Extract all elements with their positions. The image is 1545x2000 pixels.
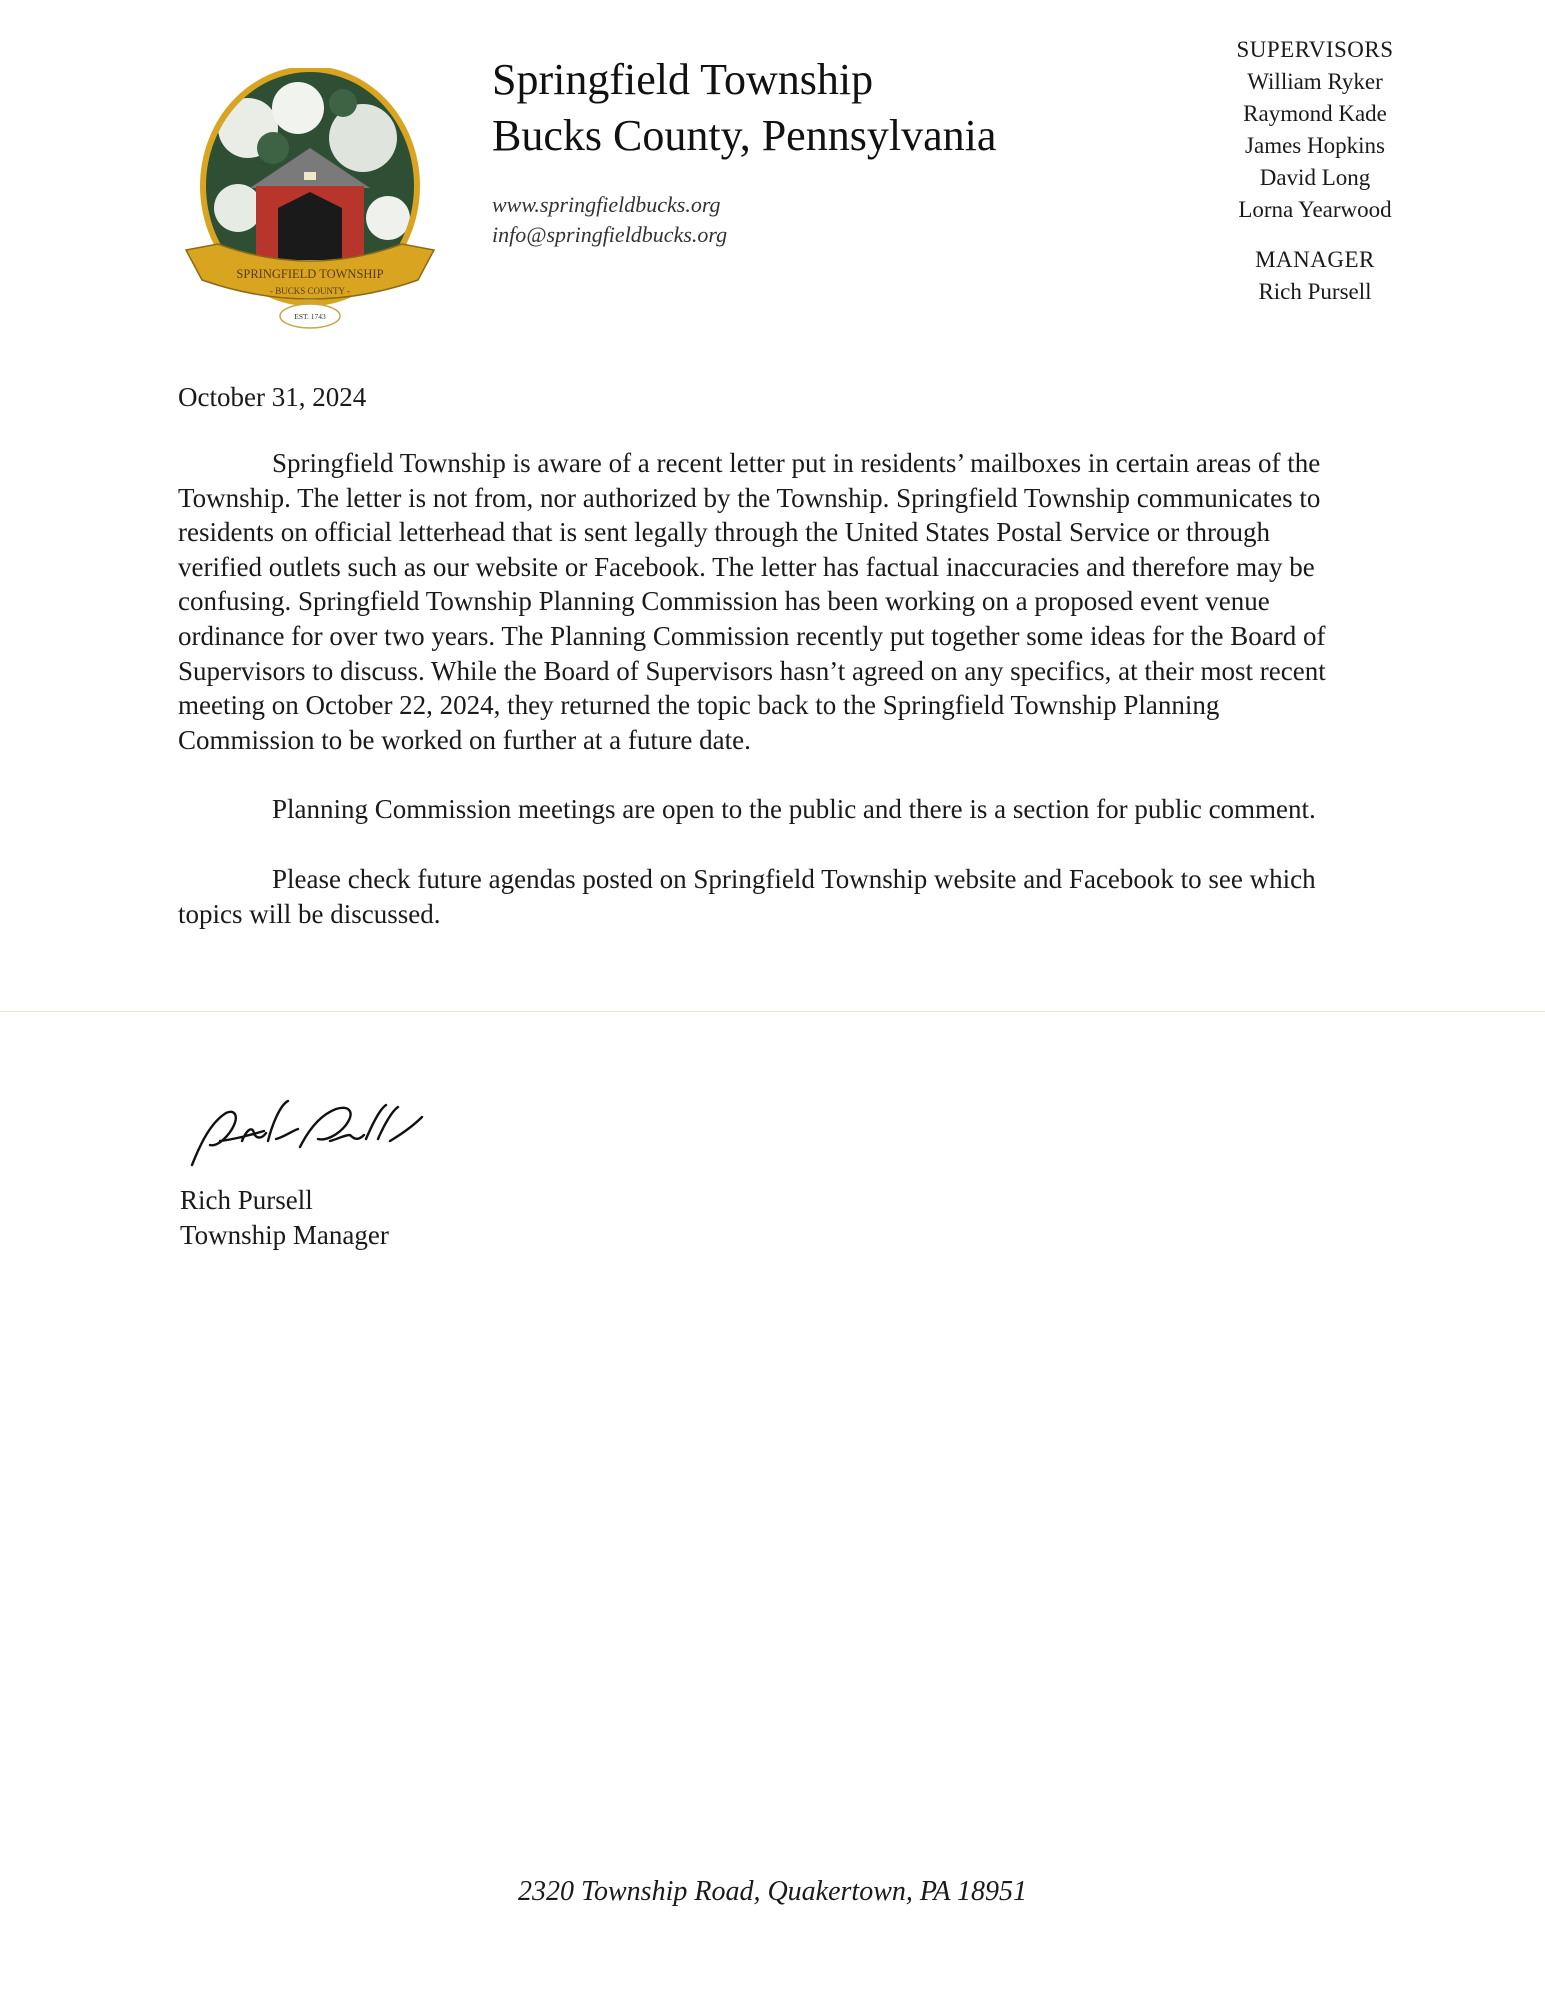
fold-line bbox=[0, 1011, 1545, 1012]
signer-name: Rich Pursell bbox=[180, 1185, 313, 1215]
letter-paragraph: Please check future agendas posted on Springfield Township website and Facebook to see which topics will be discussed. bbox=[178, 863, 1316, 929]
organization-name bbox=[492, 52, 996, 164]
supervisor-name: James Hopkins bbox=[1245, 133, 1385, 158]
footer-address: 2320 Township Road, Quakertown, PA 18951 bbox=[518, 1876, 1027, 1907]
email-link[interactable]: info@springfieldbucks.org bbox=[492, 222, 728, 247]
supervisor-name: Raymond Kade bbox=[1243, 101, 1387, 126]
supervisors-heading: SUPERVISORS bbox=[1236, 37, 1394, 62]
seal-established-text: EST. 1743 bbox=[294, 312, 326, 321]
officials-list bbox=[1190, 34, 1440, 308]
letter-paragraph: Springfield Township is aware of a recent letter put in residents’ mailboxes in certain areas of the Township. The letter is not from, nor authorized by the Township. Springfield Township communicates to residents on official letterhead that is sent legally through the United States Postal Service or through verified outlets such as our website or Facebook. The letter has factual inaccuracies and therefore may be confusing. Springfield Township Planning Commission has been working on a proposed event venue ordinance for over two years. The Planning Commission recently put together some ideas for the Board of Supervisors to discuss. While the Board of Supervisors hasn’t agreed on any specifics, at their most recent meeting on October 22, 2024, they returned the topic back to the Springfield Township Planning Commission to be worked on further at a future date. bbox=[178, 448, 1326, 755]
signer-title: Township Manager bbox=[180, 1220, 389, 1250]
seal-banner-text-2: - BUCKS COUNTY - bbox=[270, 286, 350, 296]
supervisor-name: Lorna Yearwood bbox=[1238, 197, 1392, 222]
signer-block bbox=[180, 1183, 389, 1253]
letter-date: October 31, 2024 bbox=[178, 382, 367, 412]
website-link[interactable]: www.springfieldbucks.org bbox=[492, 192, 721, 217]
manager-heading: MANAGER bbox=[1255, 247, 1375, 272]
seal-banner-text-1: SPRINGFIELD TOWNSHIP bbox=[236, 267, 384, 281]
manager-name: Rich Pursell bbox=[1258, 279, 1372, 304]
org-name-line-1: Springfield Township bbox=[492, 55, 874, 104]
letter-paragraph: Planning Commission meetings are open to the public and there is a section for public comment. bbox=[272, 794, 1316, 825]
contact-block bbox=[492, 190, 727, 250]
org-name-line-2: Bucks County, Pennsylvania bbox=[492, 111, 997, 160]
township-seal-logo bbox=[178, 68, 442, 340]
letter-body bbox=[178, 446, 1358, 966]
supervisor-name: David Long bbox=[1259, 165, 1371, 190]
handwritten-signature bbox=[180, 1095, 430, 1175]
supervisor-name: William Ryker bbox=[1247, 69, 1383, 94]
